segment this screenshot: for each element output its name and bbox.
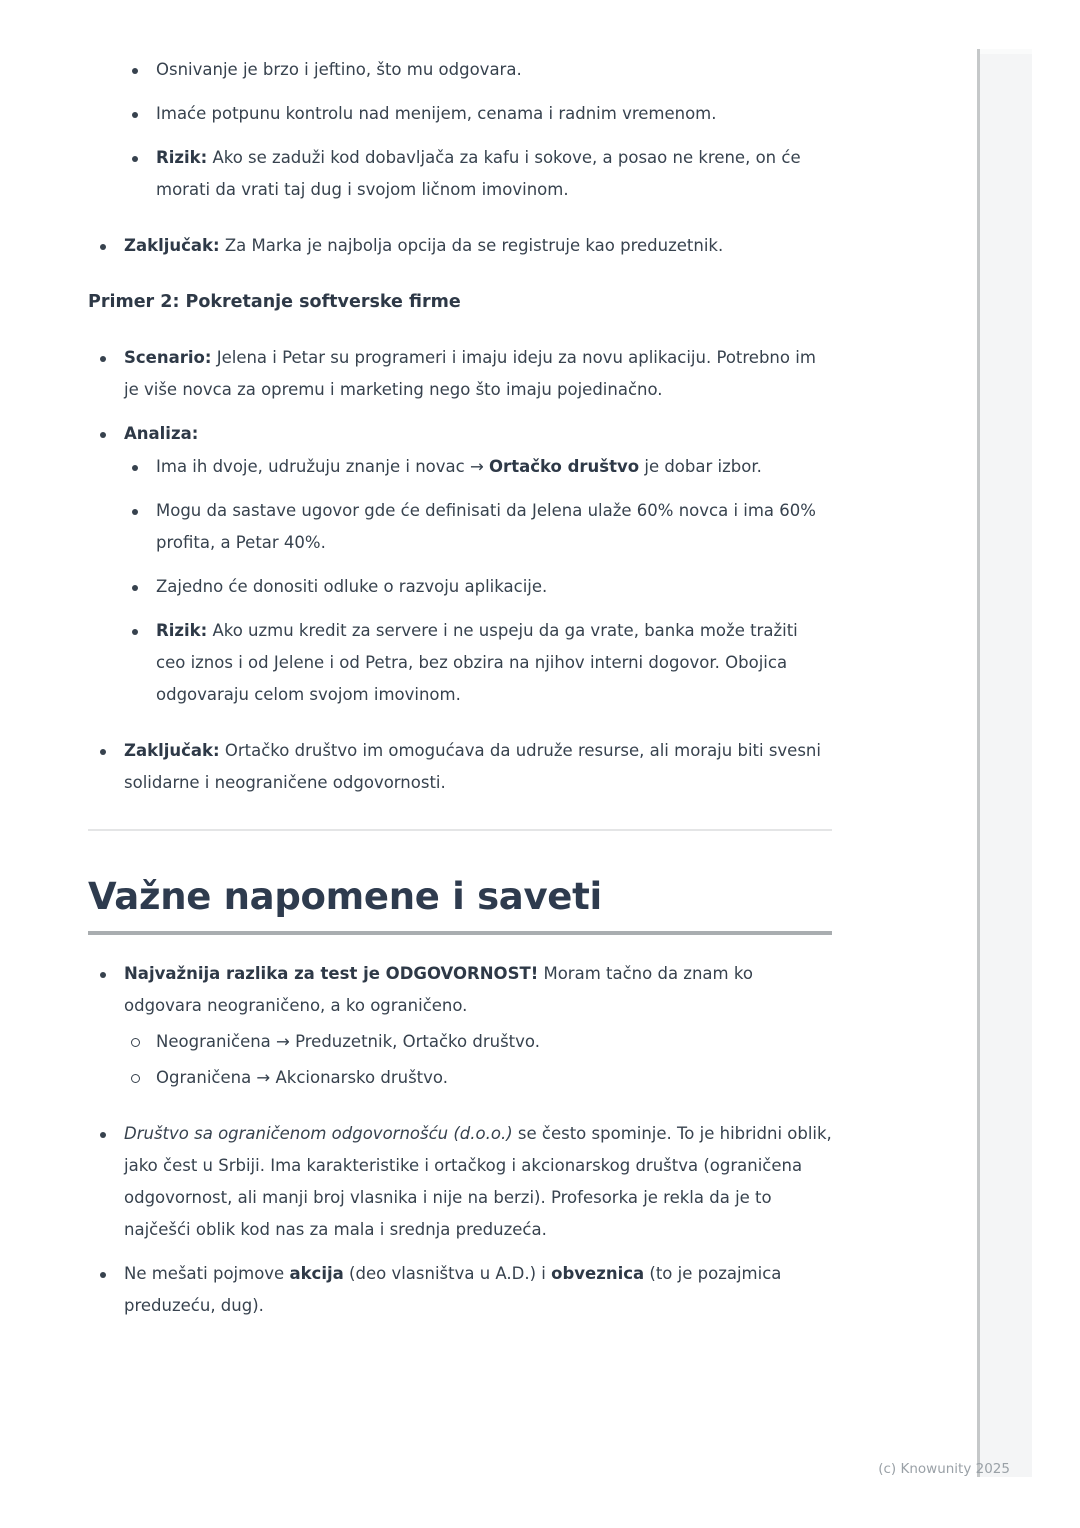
disc-bullet-icon (88, 958, 124, 1022)
text-run: (deo vlasništva u A.D.) i (343, 1264, 552, 1283)
text-run: Ortačko društvo (489, 457, 640, 476)
text-run: Moram tačno da znam ko odgovara neograničeno, a ko ograničeno. (124, 964, 753, 1015)
list-item (88, 142, 832, 206)
copyright-footer: (c) Knowunity 2025 (878, 1461, 1010, 1477)
disc-bullet-icon (120, 142, 156, 206)
disc-bullet-icon (120, 98, 156, 130)
disc-bullet-icon (120, 495, 156, 559)
list-item (88, 98, 832, 130)
text-run: akcija (289, 1264, 344, 1283)
subsection-heading: Primer 2: Pokretanje softverske firme (88, 292, 461, 312)
text-run: obveznica (551, 1264, 645, 1283)
list-item-text (156, 98, 832, 130)
disc-bullet-icon (88, 1258, 124, 1322)
text-run: Društvo sa ograničenom odgovornošću (d.o.o.) (124, 1124, 513, 1143)
list-item-text (156, 451, 832, 483)
text-run: se često spominje. To je hibridni oblik, jako čest u Srbiji. Ima karakteristike i ortačkog i akcionarskog društva (ograničena odgovornost, ali manji broj vlasnika i nije na berzi). Profesorka je rekla da je to najčešći oblik kod nas za mala i srednja preduzeća. (124, 1124, 832, 1239)
text-run: Najvažnija razlika za test je ODGOVORNOST! (124, 964, 539, 983)
list-item (88, 958, 832, 1022)
next-page-edge (977, 49, 1032, 1477)
list-item-text (156, 571, 832, 603)
disc-bullet-icon (120, 54, 156, 86)
list-item-text (156, 1062, 832, 1094)
text-run: Mogu da sastave ugovor gde će definisati da Jelena ulaže 60% novca i ima 60% profita, a Petar 40%. (156, 501, 816, 552)
text-run: Ograničena → Akcionarsko društvo. (156, 1068, 448, 1087)
text-run: (to je pozajmica preduzeću, dug). (124, 1264, 782, 1315)
text-run: Osnivanje je brzo i jeftino, što mu odgovara. (156, 60, 522, 79)
disc-bullet-icon (88, 342, 124, 406)
text-run: Zaključak: (124, 236, 220, 255)
list-item-text (124, 1258, 832, 1322)
list-item (88, 1026, 832, 1058)
text-run: Ima ih dvoje, udružuju znanje i novac → (156, 457, 490, 476)
text-run: Rizik: (156, 621, 208, 640)
text-run: Imaće potpunu kontrolu nad menijem, cenama i radnim vremenom. (156, 104, 717, 123)
text-run: Jelena i Petar su programeri i imaju ideju za novu aplikaciju. Potrebno im je više novca za opremu i marketing nego što imaju pojedinačno. (124, 348, 816, 399)
list-item (88, 615, 832, 711)
disc-bullet-icon (120, 615, 156, 711)
text-run: Ako uzmu kredit za servere i ne uspeju da ga vrate, banka može tražiti ceo iznos i od Jelene i od Petra, bez obzira na njihov interni dogovor. Obojica odgovaraju celom svojom imovinom. (156, 621, 798, 704)
list-item-text (156, 54, 832, 86)
bullet-list (88, 958, 832, 1334)
text-run: Zaključak: (124, 741, 220, 760)
bullet-list (88, 54, 832, 274)
list-item (88, 1258, 832, 1322)
text-run: Neograničena → Preduzetnik, Ortačko društvo. (156, 1032, 540, 1051)
disc-bullet-icon (88, 230, 124, 262)
notes-content (88, 54, 832, 1334)
disc-bullet-icon (120, 451, 156, 483)
disc-bullet-icon (88, 1118, 124, 1246)
disc-bullet-icon (88, 418, 124, 450)
text-run: Ako se zaduži kod dobavljača za kafu i sokove, a posao ne krene, on će morati da vrati taj dug i svojom ličnom imovinom. (156, 148, 801, 199)
list-item-text (156, 615, 832, 711)
list-item-text (124, 418, 832, 450)
circle-bullet-icon (120, 1062, 156, 1094)
list-item (88, 735, 832, 799)
bullet-list (88, 342, 832, 811)
circle-bullet-icon (120, 1026, 156, 1058)
list-item-text (124, 735, 832, 799)
horizontal-divider (88, 829, 832, 831)
list-item (88, 1062, 832, 1094)
list-item-text (124, 958, 832, 1022)
list-item-text (124, 1118, 832, 1246)
list-item (88, 342, 832, 406)
text-run: Ortačko društvo im omogućava da udruže resurse, ali moraju biti svesni solidarne i neograničene odgovornosti. (124, 741, 821, 792)
text-run: Rizik: (156, 148, 208, 167)
list-item (88, 54, 832, 86)
list-item-text (156, 495, 832, 559)
list-item (88, 230, 832, 262)
list-item (88, 418, 832, 450)
list-item (88, 1118, 832, 1246)
list-item (88, 495, 832, 559)
list-item (88, 571, 832, 603)
list-item-text (156, 1026, 832, 1058)
disc-bullet-icon (88, 735, 124, 799)
list-item-text (124, 342, 832, 406)
list-item (88, 451, 832, 483)
list-item-text (124, 230, 832, 262)
section-heading: Važne napomene i saveti (88, 877, 832, 935)
text-run: Scenario: (124, 348, 212, 367)
text-run: Analiza: (124, 424, 199, 443)
text-run: Ne mešati pojmove (124, 1264, 290, 1283)
text-run: Zajedno će donositi odluke o razvoju aplikacije. (156, 577, 548, 596)
text-run: je dobar izbor. (639, 457, 762, 476)
disc-bullet-icon (120, 571, 156, 603)
text-run: Za Marka je najbolja opcija da se registruje kao preduzetnik. (219, 236, 724, 255)
list-item-text (156, 142, 832, 206)
